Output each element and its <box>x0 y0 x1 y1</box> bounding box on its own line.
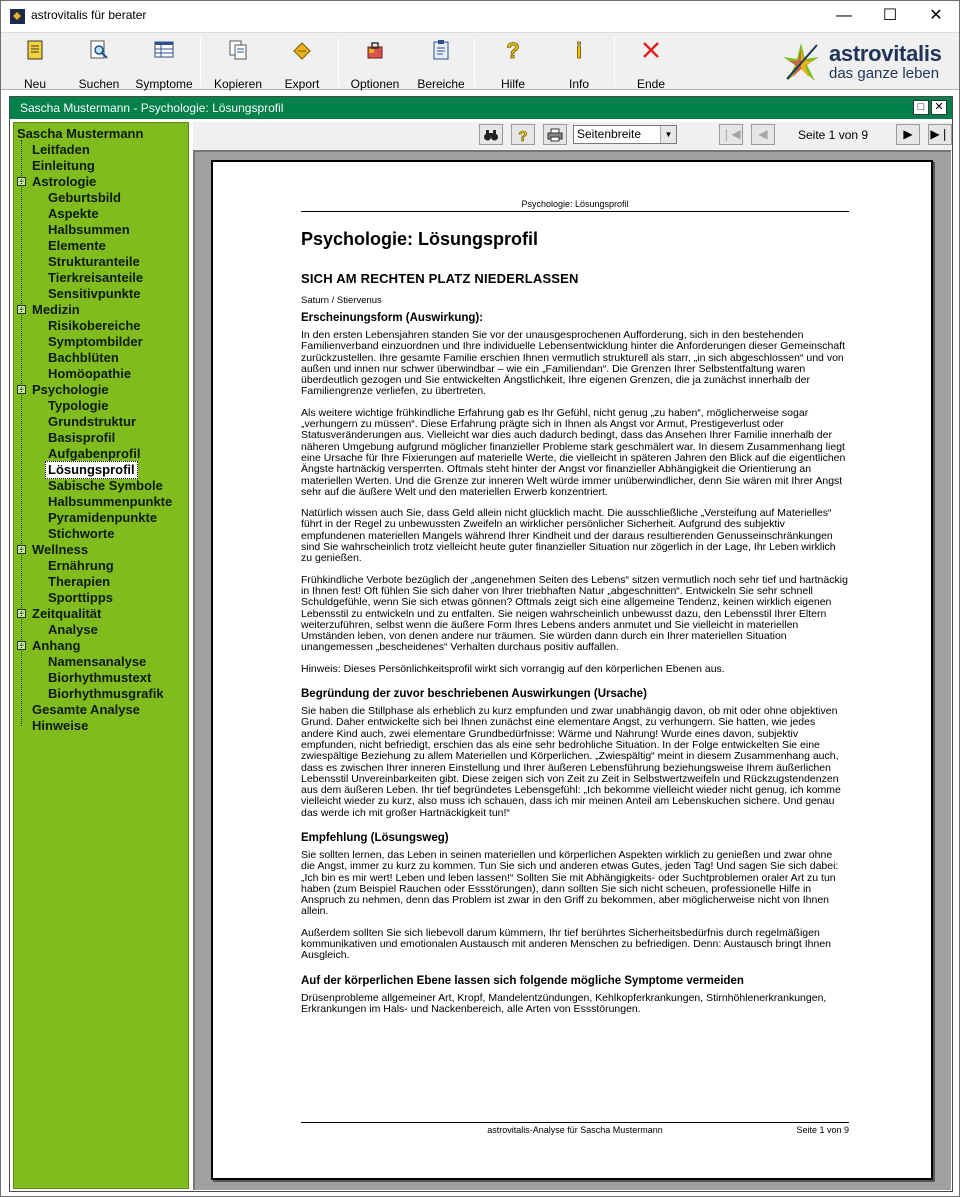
svg-text:i: i <box>575 39 583 61</box>
tree-item-sensitivpunkte[interactable]: Sensitivpunkte <box>48 286 141 301</box>
tree-item-lösungsprofil[interactable]: Lösungsprofil <box>45 461 138 479</box>
tree-item-medizin[interactable]: Medizin <box>32 302 80 317</box>
options-label: Optionen <box>350 77 400 91</box>
symptoms-label: Symptome <box>135 77 193 91</box>
document-window-titlebar <box>10 97 952 119</box>
tree-item-risikobereiche[interactable]: Risikobereiche <box>48 318 141 333</box>
help-button[interactable] <box>491 39 535 89</box>
export-button[interactable] <box>279 39 325 89</box>
tree-item-gesamte-analyse[interactable]: Gesamte Analyse <box>32 702 140 717</box>
page-footer <box>301 1122 849 1136</box>
tree-item-halbsummen[interactable]: Halbsummen <box>48 222 130 237</box>
viewer-toolbar <box>193 122 951 150</box>
question-icon <box>502 39 524 61</box>
tree-toggle[interactable]: − <box>18 640 25 650</box>
page-title: Psychologie: Lösungsprofil <box>301 229 539 249</box>
tree-toggle[interactable]: − <box>18 544 25 554</box>
tree-item-sabische-symbole[interactable]: Sabische Symbole <box>48 478 163 493</box>
tree-item-analyse[interactable]: Analyse <box>48 622 98 637</box>
tree-item-zeitqualität[interactable]: Zeitqualität <box>32 606 102 621</box>
new-label: Neu <box>23 77 46 91</box>
printer-icon <box>547 128 563 142</box>
tree-item-symptombilder[interactable]: Symptombilder <box>48 334 143 349</box>
title-bar <box>1 1 959 32</box>
paragraph: Frühkindliche Verbote bezüglich der „angenehmen Seiten des Lebens“ sitzen vermutlich noch sehr tief und hartnäckig in Ihnen fest! Oft fühlen Sie sich daher von Ihrer triebhaften Natur „abgeschnitten“. Entwickeln Sie sehr schnell Schuldgefühle, wenn Sie sich etwas gönnen? Oftmals zeigt sich eine allgemeine Tendenz, keinen wirklich eigenen Lebensstil zu entwickeln und zu entfalten. Sie neigen wahrscheinlich unbewusst dazu, den Lebensstil Ihrer Eltern weiterzuführen, selbst wenn die äußere Form Ihres Lebens anders anmutet und Sie vielleicht in materiellen Umständen leben, von denen andere nur träumen. Sie würden dann durch ein Ihrer materiellen Situation unangemessen „bescheidenes“ Verhalten durchaus positiv auffallen. <box>301 573 848 654</box>
copy-button[interactable] <box>211 39 265 89</box>
last-page-button[interactable]: ▶❘ <box>928 124 952 145</box>
heading-symptoms: Auf der körperlichen Ebene lassen sich folgende mögliche Symptome vermeiden <box>301 974 744 987</box>
tree-item-elemente[interactable]: Elemente <box>48 238 106 253</box>
tree-item-basisprofil[interactable]: Basisprofil <box>48 430 116 445</box>
brand-logo <box>781 39 949 85</box>
exit-button[interactable] <box>629 39 673 89</box>
tree-item-psychologie[interactable]: Psychologie <box>32 382 109 397</box>
info-button[interactable] <box>557 39 601 89</box>
toolbox-icon <box>364 39 386 61</box>
document-close-button[interactable]: ✕ <box>931 100 947 115</box>
search-button[interactable] <box>77 39 121 89</box>
tree-item-stichworte[interactable]: Stichworte <box>48 526 115 541</box>
tree-item-pyramidenpunkte[interactable]: Pyramidenpunkte <box>48 510 158 525</box>
footer-center-text: astrovitalis-Analyse für Sascha Mustermann <box>487 1125 663 1135</box>
info-icon <box>568 39 590 61</box>
previous-page-button[interactable]: ◀ <box>751 124 775 145</box>
tree-toggle[interactable]: − <box>18 608 25 618</box>
minimize-button[interactable]: — <box>836 7 852 24</box>
toolbar-separator <box>338 37 339 87</box>
tree-item-leitfaden[interactable]: Leitfaden <box>32 142 90 157</box>
toolbar-separator <box>474 37 475 87</box>
search-label: Suchen <box>78 77 120 91</box>
tree-item-astrologie[interactable]: Astrologie <box>32 174 97 189</box>
paragraph: Als weitere wichtige frühkindliche Erfahrung gab es Ihr Gefühl, nicht genug „zu haben“, möglicherweise sogar „verhungern zu müssen“. Diese Erfahrung prägte sich in Ihnen als Angst vor Armut, Prestigeverlust oder Statusveränderungen aus. Vielleicht war dies auch dadurch bedingt, dass das Ansehen Ihrer Familie innerhalb der näheren Umgebung aufgrund möglicher finanzieller Probleme stark geschmälert war. In diesem Zusammenhang liegt eine Ursache für Ihre Fixierungen auf materielle Werte, die vielleicht in späteren Jahren den Blick auf die eigentlichen Ängste hartnäckig versperrten. Oftmals steht hinter der Angst vor finanzieller Abhängigkeit die Orientierung an materiellen Werten. Und die Grenze zur inneren Welt würde immer unüberwindlicher, denn Sie wären mit Ihrer Angst sehr auf die äußere Welt und den materiellen Erwerb konzentriert. <box>301 406 846 498</box>
tree-item-bachblüten[interactable]: Bachblüten <box>48 350 119 365</box>
copy-label: Kopieren <box>213 77 263 91</box>
tree-item-biorhythmusgrafik[interactable]: Biorhythmusgrafik <box>48 686 164 701</box>
viewer-help-button[interactable] <box>511 124 535 145</box>
tree-item-anhang[interactable]: Anhang <box>32 638 81 653</box>
zoom-value: Seitenbreite <box>577 127 642 141</box>
notebook-icon <box>24 39 46 61</box>
paragraph: Außerdem sollten Sie sich liebevoll darum kümmern, Ihr tief berührtes Sicherheitsbedürfnis durch regelmäßigen kommunikativen und emotionalen Austausch mit anderen Menschen zu befriedigen. Denn: Austausch bringt Ihnen Ausgleich. <box>301 926 831 962</box>
tree-line <box>21 140 22 726</box>
close-button[interactable]: ✕ <box>929 7 943 24</box>
heading-recommendation: Empfehlung (Lösungsweg) <box>301 831 449 844</box>
maximize-button[interactable]: ☐ <box>882 7 898 24</box>
tree-item-aspekte[interactable]: Aspekte <box>48 206 99 221</box>
paragraph-note: Hinweis: Dieses Persönlichkeitsprofil wirkt sich vorrangig auf den körperlichen Ebenen aus. <box>301 662 725 675</box>
help-label: Hilfe <box>500 77 525 91</box>
paragraph: Drüsenprobleme allgemeiner Art, Kropf, Mandelentzündungen, Kehlkopferkrankungen, Stirnhöhlenerkrankungen, Erkrankungen im Hals- und Nackenbereich, alle Arten von Essstörungen. <box>301 991 827 1015</box>
options-button[interactable] <box>347 39 403 89</box>
heading-effect: Erscheinungsform (Auswirkung): <box>301 312 484 324</box>
paragraph: Natürlich wissen auch Sie, dass Geld allein nicht glücklich macht. Die ausschließliche „Versteifung auf Materielles“ führt in der Regel zu unbewussten Zweifeln an wirklicher persönlicher Sicherheit. Aufgrund des subjektiv empfundenen materiellen Mangels während Ihrer Kindheit und der daraus resultierenden Genusseinschränkungen sind Sie wahrscheinlich trotz vielleicht heute guter finanzieller Situation nur zögerlich in der Lage, Ihr Leben wirklich zu genießen. <box>301 507 836 565</box>
tree-toggle[interactable]: − <box>18 304 25 314</box>
toolbar-separator <box>200 37 201 87</box>
areas-label: Bereiche <box>417 77 465 91</box>
window-title: astrovitalis für berater <box>31 8 147 22</box>
section-title: SICH AM RECHTEN PLATZ NIEDERLASSEN <box>301 271 579 286</box>
info-label: Info <box>568 77 589 91</box>
tree-item-biorhythmustext[interactable]: Biorhythmustext <box>48 670 152 685</box>
find-button[interactable] <box>479 124 503 145</box>
footer-page-number: Seite 1 von 9 <box>796 1125 849 1135</box>
toolbar-separator <box>614 37 615 87</box>
exit-x-icon <box>640 39 662 61</box>
question-icon <box>515 127 531 143</box>
logo-name: astrovitalis <box>829 41 942 66</box>
section-subline: Saturn / Stiervenus <box>301 295 382 306</box>
restore-button[interactable]: □ <box>913 100 929 115</box>
copy-icon <box>227 39 249 61</box>
zoom-select[interactable] <box>573 125 677 144</box>
tree-item-sporttipps[interactable]: Sporttipps <box>48 590 113 605</box>
document-page <box>211 160 933 1180</box>
document-window <box>9 96 953 1192</box>
tree-toggle[interactable]: − <box>18 176 25 186</box>
tree-item-grundstruktur[interactable]: Grundstruktur <box>48 414 137 429</box>
svg-text:?: ? <box>518 128 528 143</box>
tree-item-einleitung[interactable]: Einleitung <box>32 158 95 173</box>
first-page-button[interactable]: ❘◀ <box>719 124 743 145</box>
tree-item-homöopathie[interactable]: Homöopathie <box>48 366 132 381</box>
export-disk-icon <box>291 39 313 61</box>
app-icon <box>10 9 25 24</box>
next-page-button[interactable]: ▶ <box>896 124 920 145</box>
heading-cause: Begründung der zuvor beschriebenen Auswirkungen (Ursache) <box>301 688 647 701</box>
document-viewport[interactable] <box>193 150 951 1190</box>
tree-item-typologie[interactable]: Typologie <box>48 398 109 413</box>
magnifier-document-icon <box>88 39 110 61</box>
print-button[interactable] <box>543 124 567 145</box>
svg-text:?: ? <box>506 39 520 61</box>
tree-root[interactable]: Sascha Mustermann <box>17 126 144 141</box>
page-header: Psychologie: Lösungsprofil <box>301 199 849 212</box>
areas-button[interactable] <box>415 39 467 89</box>
paragraph: In den ersten Lebensjahren standen Sie vor der unausgesprochenen Aufforderung, sich in den bestehenden Familienverband einzuordnen und Ihre individuelle Lebensentwicklung hinter die Anforderungen dieser Gemeinschaft zurückzustellen. Ihre gesamte Familie erschien Ihnen vermutlich strukturell als starr, „in sich abgeschlossen“ und von außen und innen nur schwer überwindbar – wie ein „Familiendan“. Die Grenzen Ihrer Selbstentfaltung waren überdeutlich gezogen und Sie entwickelten Ängstlichkeit, Ihre eigenen Grenzen, die ja zunächst innerhalb der Familiengrenze verliefen, zu übertreten. <box>301 329 846 398</box>
tree-item-halbsummenpunkte[interactable]: Halbsummenpunkte <box>48 494 173 509</box>
logo-tagline: das ganze leben <box>829 65 940 82</box>
tree-toggle[interactable]: − <box>18 384 25 394</box>
export-label: Export <box>284 77 320 91</box>
star-logo-icon <box>781 41 821 83</box>
main-toolbar <box>1 32 959 90</box>
tree-item-therapien[interactable]: Therapien <box>48 574 111 589</box>
clipboard-icon <box>430 39 452 61</box>
document-window-title: Sascha Mustermann - Psychologie: Lösungsprofil <box>20 101 284 115</box>
tree-item-hinweise[interactable]: Hinweise <box>32 718 89 733</box>
tree-item-wellness[interactable]: Wellness <box>32 542 89 557</box>
table-icon <box>153 39 175 61</box>
page-indicator: Seite 1 von 9 <box>798 128 869 142</box>
paragraph: Sie haben die Stillphase als erheblich zu kurz empfunden und zwar unabhängig davon, ob mit oder ohne objektiven Grund. Daher entwickelte sich bei Ihnen zunächst eine elementare Angst, zu verhungern. Sie hatten, wie jedes andere Kind auch, zwei elementare Grundbedürfnisse: Wärme und Nahrung! Wurde eines davon, subjektiv empfunden, nicht befriedigt, erschien das als eine sehr bedrohliche Situation. In der Folge entwickelten Sie eine zwiespältige Beziehung zu allem Materiellen und Körperlichen. „Zwiespältig“ meint in diesem Zusammenhang auch, dass es zwischen Ihrer inneren Einstellung und Ihrer äußeren Lebensführung beziehungsweise Ihrem äußerlichen Lebensstil Unvereinbarkeiten gibt. Diese zeigen sich von Zeit zu Zeit in Selbstwertzweifeln und Rückzugstendenzen aus dem äußeren Leben. Ihr tief begründetes Lebensgefühl: „Ich bekomme vielleicht wieder nicht genug, ich komme vielleicht wieder zu kurz, also muss ich schauen, dass ich mir meinen Anteil am Lebenskuchen sichere. Und genau das werde ich mit großer Hartnäckigkeit tun!“ <box>301 705 841 819</box>
chevron-down-icon[interactable]: ▼ <box>660 126 676 143</box>
navigation-tree <box>13 122 189 1189</box>
paragraph: Sie sollten lernen, das Leben in seinen materiellen und körperlichen Aspekten wirklich zu genießen und zwar ohne die Angst, immer zu kurz zu kommen. Tun Sie sich und anderen etwas Gutes, jeden Tag! Und sagen Sie sich dabei: „Ich bin es mir wert! Leben und leben lassen!“ Sollten Sie mit Abhängigkeits- oder Suchtproblemen oraler Art zu tun haben (zum Beispiel Rauchen oder Essstörungen), dann sollten Sie sich nicht scheuen, professionelle Hilfe in Anspruch zu nehmen, denn das Problem ist zwar in den Griff zu bekommen, aber möglicherweise nicht von Ihnen allein. <box>301 848 839 918</box>
new-button[interactable] <box>13 39 57 89</box>
tree-item-ernährung[interactable]: Ernährung <box>48 558 114 573</box>
tree-item-strukturanteile[interactable]: Strukturanteile <box>48 254 140 269</box>
page-content <box>301 199 849 1015</box>
tree-item-tierkreisanteile[interactable]: Tierkreisanteile <box>48 270 144 285</box>
symptoms-button[interactable] <box>133 39 195 89</box>
binoculars-icon <box>483 128 499 142</box>
tree-item-aufgabenprofil[interactable]: Aufgabenprofil <box>48 446 141 461</box>
tree-item-namensanalyse[interactable]: Namensanalyse <box>48 654 147 669</box>
tree-item-geburtsbild[interactable]: Geburtsbild <box>48 190 121 205</box>
exit-label: Ende <box>636 77 666 91</box>
